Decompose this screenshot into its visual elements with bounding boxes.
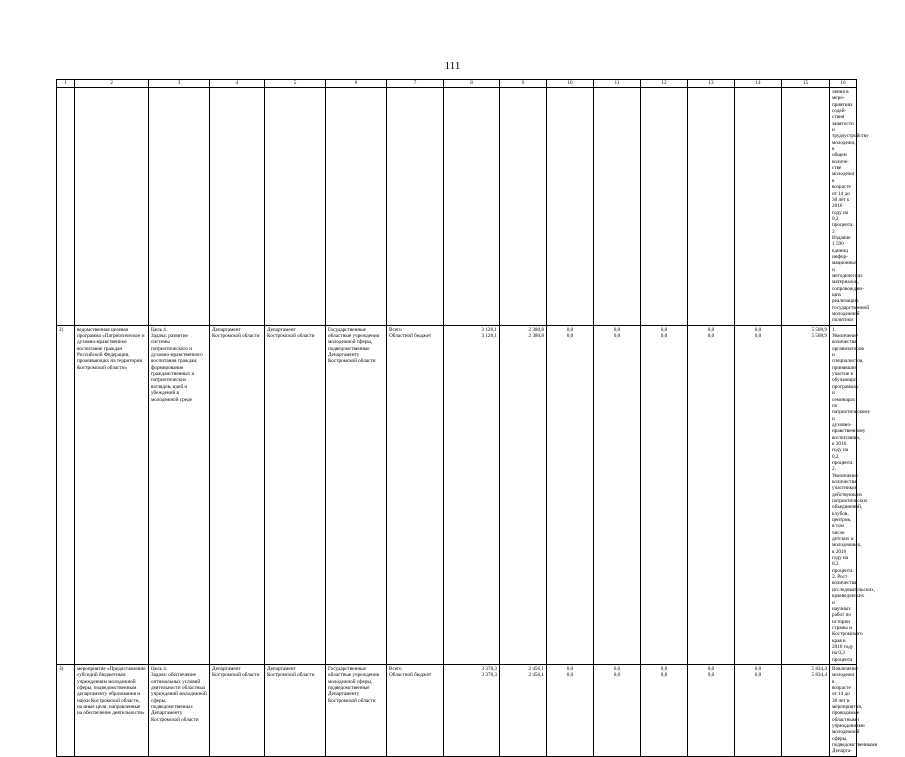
executor: Департамент Костромской области	[210, 325, 265, 664]
col-number-15: 15	[782, 80, 830, 88]
col-number-14: 14	[735, 80, 782, 88]
col-number-9: 9	[500, 80, 547, 88]
program-table	[56, 79, 878, 757]
executor	[210, 88, 265, 326]
col-number-2: 2	[75, 80, 149, 88]
goal-task: Цель 4. Задача: обеспечение оптимальных условий деятельности областных учреждений молодежной сферы, подведомственных Департаменту Костромской области	[149, 664, 210, 756]
column-number-row	[57, 80, 857, 88]
table-row	[57, 325, 857, 664]
row-number: 3)	[57, 664, 75, 756]
funding-source: Всего Областной бюджет	[387, 664, 444, 756]
value-col-11	[594, 88, 641, 326]
value-col-13: 0,0 0,0	[688, 664, 735, 756]
funding-source	[387, 88, 444, 326]
coexecutor	[265, 88, 326, 326]
value-col-14: 0,0 0,0	[735, 325, 782, 664]
event-name: мероприятие «Предоставление субсидий бюджетным учреждениям молодежной сферы, подведомственным департаменту образования и науки Костромской области, на иные цели, направленные на обеспечение деятельности»	[75, 664, 149, 756]
value-col-14: 0,0 0,0	[735, 664, 782, 756]
event-name: ведомственная целевая программа «Патриотическое и духовно-нравственное воспитание граждан Российской Федерации, проживающих на территории Костромской области»	[75, 325, 149, 664]
value-col-8	[444, 88, 500, 326]
coexecutor: Департамент Костромской области	[265, 325, 326, 664]
col-number-13: 13	[688, 80, 735, 88]
col-number-10: 10	[547, 80, 594, 88]
value-col-9: 2 456,1 2 456,1	[500, 664, 547, 756]
col-number-8: 8	[444, 80, 500, 88]
value-col-15	[782, 88, 830, 326]
expected-result: 1. Увеличение количества организаторов и специалистов, принявших участие в обучающих программах и семинарах по патриотическому и духовно-нравственному воспитанию, к 2016 году на 0,2 процента. 2. Увеличение количества участников действующих патриотических объединений, клубов, центров, в том числе детских и молодежных, к 2016 году на 0,3 процента. 3. Рост количества исследовательских, краеведческих и научных работ по истории страны и Костромского края в 2016 году на 0,3 процента	[830, 325, 857, 664]
value-col-10	[547, 88, 594, 326]
col-number-3: 3	[149, 80, 210, 88]
value-col-13: 0,0 0,0	[688, 325, 735, 664]
value-col-11: 0,0 0,0	[594, 664, 641, 756]
col-number-5: 5	[265, 80, 326, 88]
executor: Департамент Костромской области	[210, 664, 265, 756]
recipient: Государственные областные учреждения молодежной сферы, подведомственные Департаменту Костромской области	[326, 325, 387, 664]
col-number-6: 6	[326, 80, 387, 88]
col-number-1: 1	[57, 80, 75, 88]
value-col-13	[688, 88, 735, 326]
value-col-12: 0,0 0,0	[641, 664, 688, 756]
value-col-15: 5 834,4 5 834,4	[782, 664, 830, 756]
col-number-12: 12	[641, 80, 688, 88]
value-col-10: 0,0 0,0	[547, 325, 594, 664]
row-number: 2)	[57, 325, 75, 664]
table-row	[57, 664, 857, 756]
recipient	[326, 88, 387, 326]
value-col-12: 0,0 0,0	[641, 325, 688, 664]
value-col-8: 3 378,3 3 378,3	[444, 664, 500, 756]
row-number	[57, 88, 75, 326]
goal-task	[149, 88, 210, 326]
col-number-16: 16	[830, 80, 857, 88]
expected-result: ления в меро- приятиях содей- ствия занятости и трудоустройству молодежи, в общем количе- стве молодежи в возрасте от 14 до 30 лет к 2016 году на 0,2 процента. 3 Издание 1 590 единиц инфор- мационных и методических материалов, сопровождаю- щих реализацию государственной молодежной политики	[830, 88, 857, 326]
table-row	[57, 88, 857, 326]
value-col-12	[641, 88, 688, 326]
event-name	[75, 88, 149, 326]
coexecutor: Департамент Костромской области	[265, 664, 326, 756]
recipient: Государственные областные учреждения молодежной сферы, подведомственные Департаменту Костромской области	[326, 664, 387, 756]
value-col-9	[500, 88, 547, 326]
value-col-14	[735, 88, 782, 326]
col-number-7: 7	[387, 80, 444, 88]
funding-source: Всего Областной бюджет	[387, 325, 444, 664]
col-number-11: 11	[594, 80, 641, 88]
value-col-9: 2 380,8 2 380,8	[500, 325, 547, 664]
page-number: 111	[444, 60, 461, 72]
expected-result: Вовлечение молодежи в возрасте от 14 до 30 лет в мероприятия, проводимые областными учреждениями молодежной сферы, подведомственными Департа-	[830, 664, 857, 756]
value-col-11: 0,0 0,0	[594, 325, 641, 664]
goal-task: Цель 4. Задача: развитие системы патриотического и духовно-нравственного воспитания граждан, формирование гражданственных и патриотических взглядов, идей и убеждений в молодежной среде	[149, 325, 210, 664]
value-col-15: 5 508,9 5 508,9	[782, 325, 830, 664]
col-number-4: 4	[210, 80, 265, 88]
value-col-10: 0,0 0,0	[547, 664, 594, 756]
value-col-8: 3 128,1 3 128,1	[444, 325, 500, 664]
